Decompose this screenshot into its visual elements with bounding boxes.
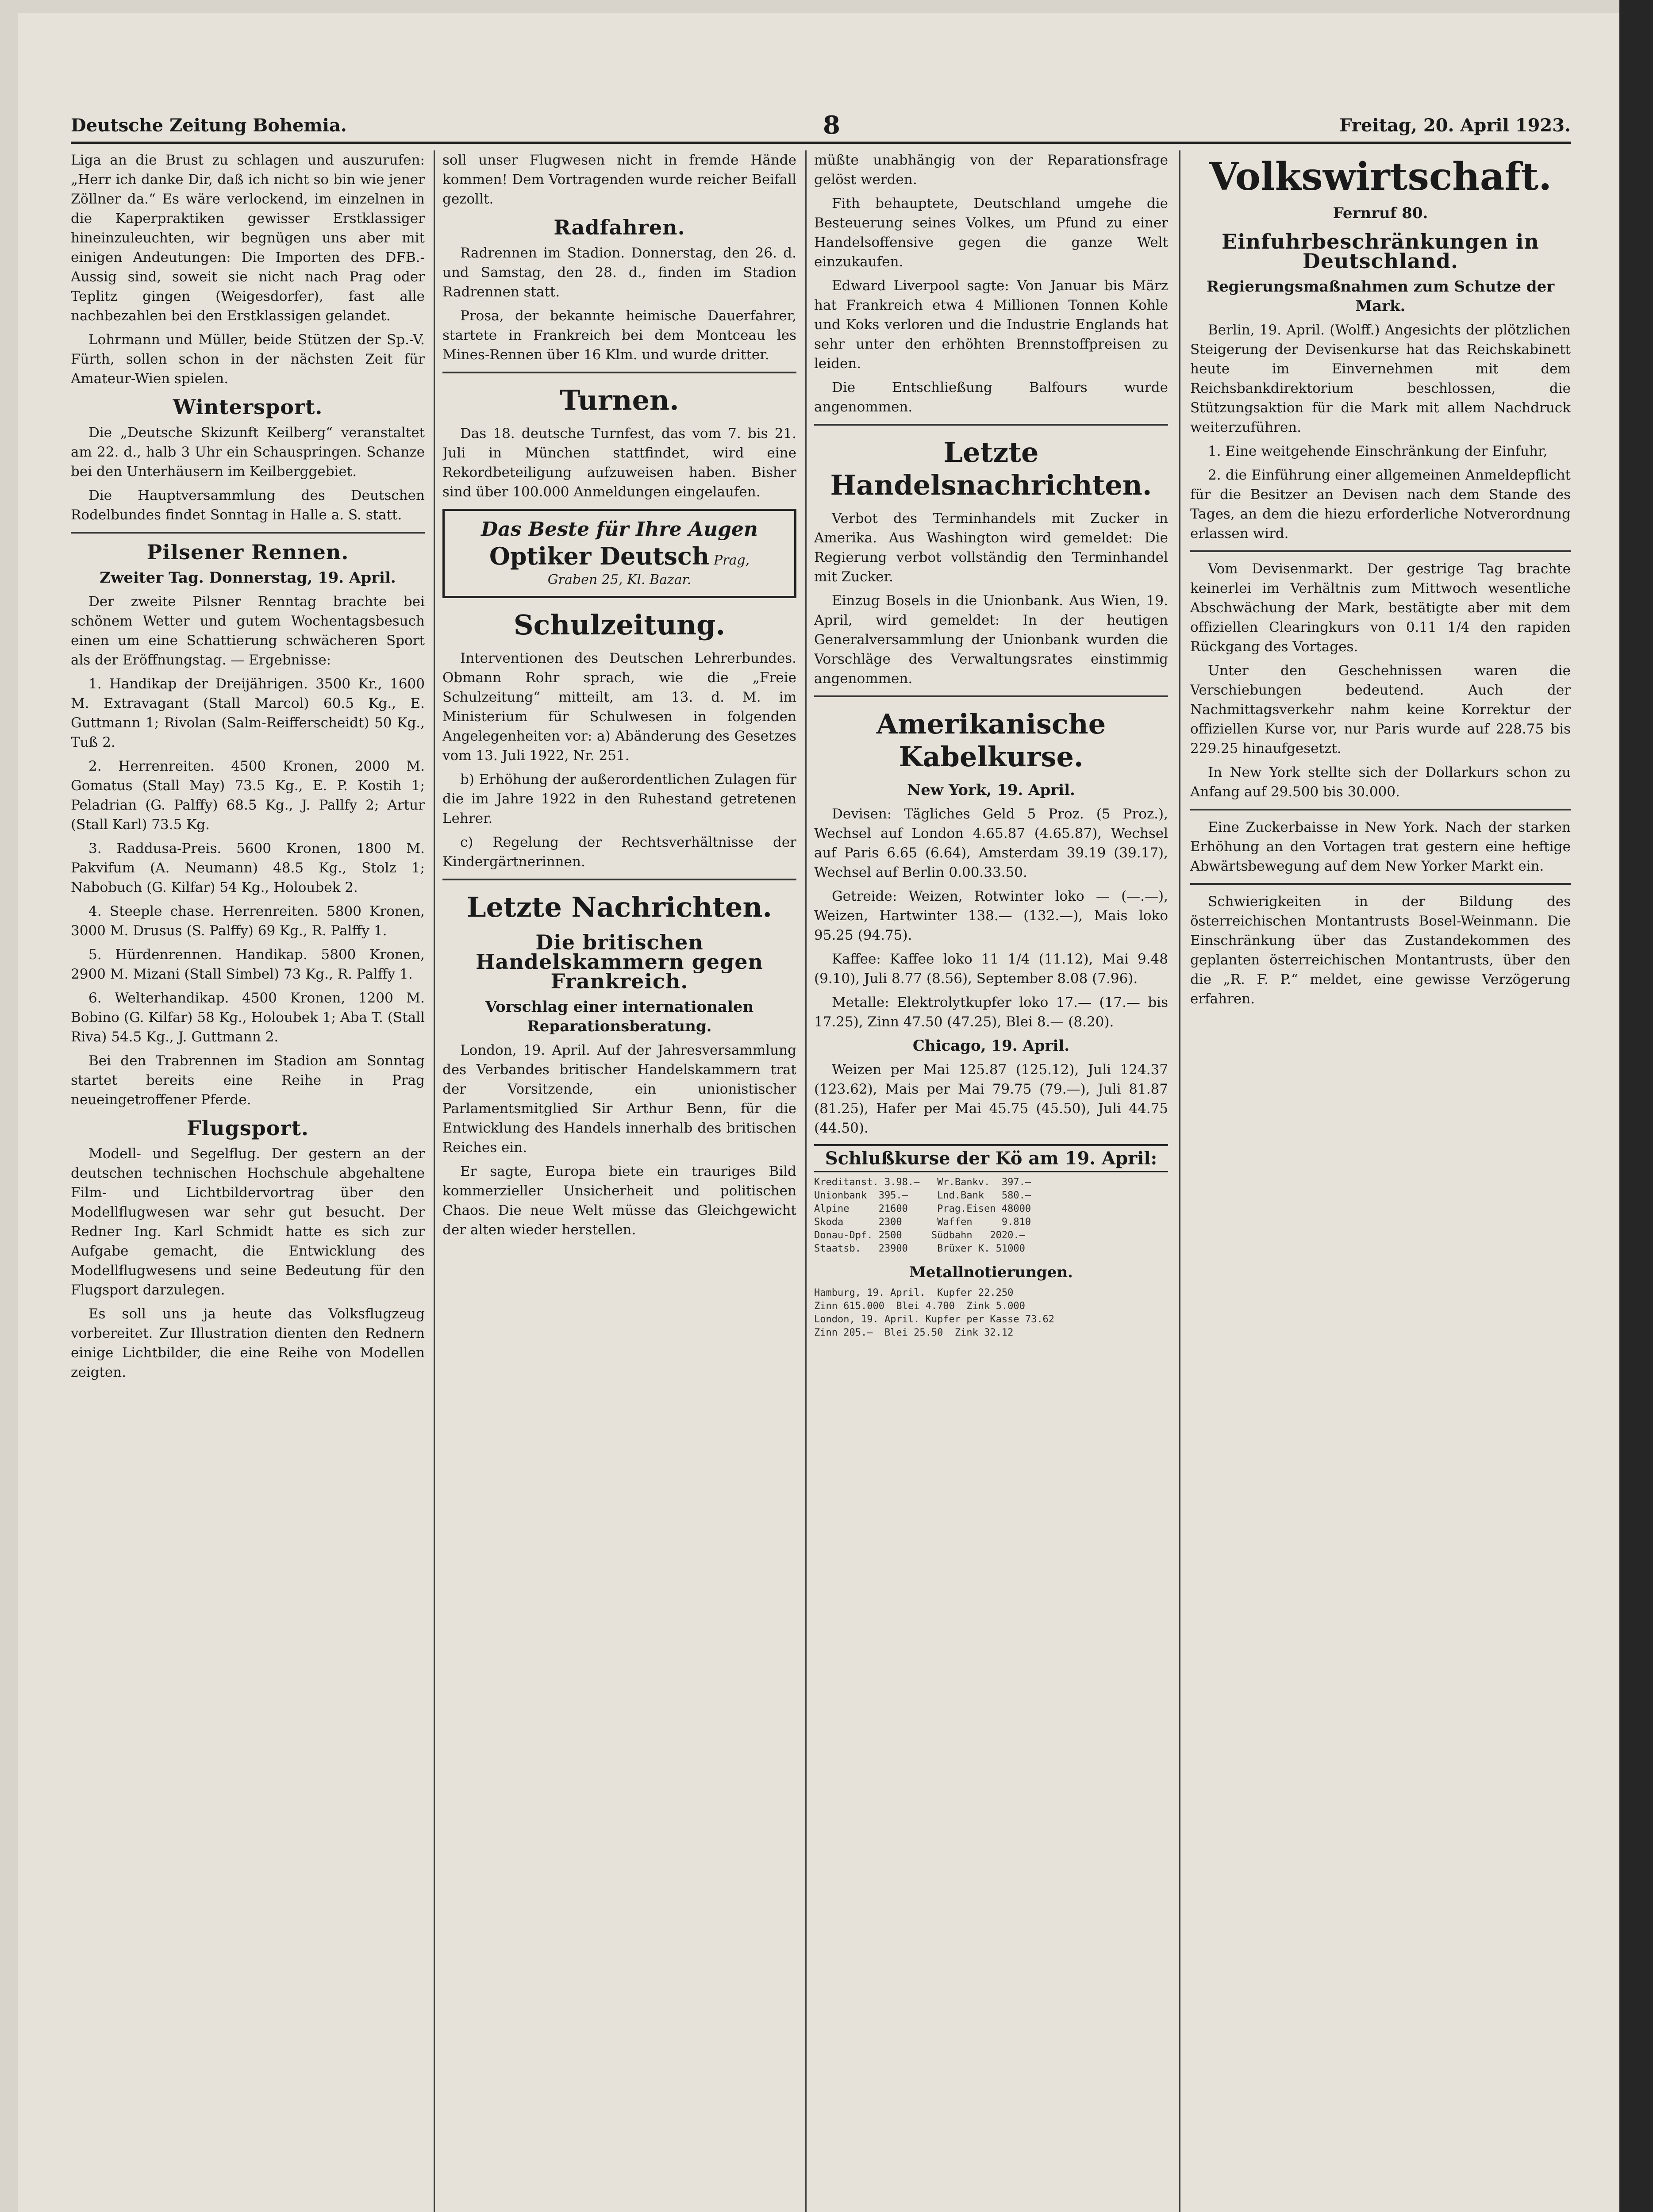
paragraph: 6. Welterhandikap. 4500 Kronen, 1200 M. Bobino (G. Kilfar) 58 Kg., Holoubek 1; Aba T. (Stall Riva) 54.5 Kg., J. Guttmann 2.: [71, 990, 425, 1045]
column-rule: [805, 150, 807, 2212]
paragraph: 2. die Einführung einer allgemeinen Anmeldepflicht für die Besitzer an Devisen nach dem Stande des Tages, an dem die hiezu erforderliche Notverordnung erlassen wird.: [1190, 467, 1571, 541]
paragraph: Der zweite Pilsner Renntag brachte bei schönem Wetter und gutem Wochentagsbesuch einen um eine Schattierung schwächeren Sport als der Eröffnungstag. — Ergebnisse:: [71, 594, 425, 668]
masthead: Deutsche Zeitung Bohemia.: [71, 115, 347, 136]
paragraph: Radrennen im Stadion. Donnerstag, den 26. d. und Samstag, den 28. d., finden im Stadion Radrennen statt.: [442, 245, 796, 300]
section-heading-schlusskurse: Schlußkurse der Kö am 19. April:: [814, 1144, 1168, 1172]
paragraph: London, 19. April. Auf der Jahresversammlung des Verbandes britischer Handelskammern trat der Vorsitzende, ein unionistischer Parlamentsmitglied Sir Arthur Benn, für die Entwicklung des Handels innerhalb des britischen Reiches ein.: [442, 1042, 796, 1156]
section-heading-kabelkurse: Amerikanische Kabelkurse.: [876, 708, 1106, 773]
dateline: New York, 19. April.: [907, 781, 1075, 799]
column-3: [814, 150, 1168, 2212]
section-heading-handelsnachrichten: Letzte Handelsnachrichten.: [830, 436, 1152, 501]
paragraph: Verbot des Terminhandels mit Zucker in Amerika. Aus Washington wird gemeldet: Die Regierung verbot vollständig den Terminhandel mit Zucker.: [814, 511, 1168, 585]
paragraph: Weizen per Mai 125.87 (125.12), Juli 124.37 (123.62), Mais per Mai 79.75 (79.—), Juli 81.87 (81.25), Hafer per Mai 45.75 (45.50), Juli 44.75 (44.50).: [814, 1062, 1168, 1136]
stock-table: Kreditanst. 3.98.— Wr.Bankv. 397.— Unionbank 395.— Lnd.Bank 580.— Alpine 21600 Prag.Eisen 48000 Skoda 2300 Waffen 9.810 Donau-Dpf. 2500 Südbahn 2020.— Staatsb. 23900 Brüxer K. 51000: [814, 1177, 1031, 1254]
divider: [71, 532, 425, 534]
paragraph: Interventionen des Deutschen Lehrerbundes. Obmann Rohr sprach, wie die „Freie Schulzeitung“ mitteilt, am 13. d. M. im Ministerium für Schulwesen in folgenden Angelegenheiten vor: a) Abänderung des Gesetzes vom 13. Juli 1922, Nr. 251.: [442, 650, 796, 764]
paragraph: Liga an die Brust zu schlagen und auszurufen: „Herr ich danke Dir, daß ich nicht so bin wie jener Zöllner da.“ Es wäre verlockend, im einzelnen in die Kaperpraktiken gewisser Erstklassiger hineinzuleuchten, wir begnügen uns aber mit einigen Andeutungen: Die Importen des DFB.-Aussig sind, soweit sie nicht nach Prag oder Teplitz gingen (Weigesdorfer), fast alle nachbezahlen bei den Erstklassigen gelandet.: [71, 152, 425, 324]
paragraph: Kaffee: Kaffee loko 11 1/4 (11.12), Mai 9.48 (9.10), Juli 8.77 (8.56), September 8.08 (7.96).: [814, 951, 1168, 987]
paragraph: soll unser Flugwesen nicht in fremde Hände kommen! Dem Vortragenden wurde reicher Beifall gezollt.: [442, 152, 796, 207]
phone-line: Fernruf 80.: [1333, 204, 1428, 222]
column-1: [71, 150, 425, 2212]
section-heading-schulzeitung: Schulzeitung.: [513, 609, 726, 641]
paragraph: In New York stellte sich der Dollarkurs schon zu Anfang auf 29.500 bis 30.000.: [1190, 764, 1571, 800]
paragraph: Bei den Trabrennen im Stadion am Sonntag startet bereits eine Reihe in Prag neueingetroffener Pferde.: [71, 1053, 425, 1108]
column-rule: [1179, 150, 1180, 2212]
paragraph: Eine Zuckerbaisse in New York. Nach der starken Erhöhung an den Vortagen trat gestern eine heftige Abwärtsbewegung auf dem New Yorker Markt ein.: [1190, 819, 1571, 874]
ad-city: Prag,: [713, 553, 750, 568]
paragraph: Fith behauptete, Deutschland umgehe die Besteuerung seines Volkes, um Pfund zu einer Handelsoffensive gegen die ganze Welt einzukaufen.: [814, 196, 1168, 270]
section-heading-letzte-nachrichten: Letzte Nachrichten.: [466, 891, 773, 923]
paragraph: c) Regelung der Rechtsverhältnisse der Kindergärtnerinnen.: [442, 834, 796, 870]
article-subheadline: Regierungsmaßnahmen zum Schutze der Mark.: [1206, 278, 1555, 315]
paragraph: 3. Raddusa-Preis. 5600 Kronen, 1800 M. Pakvifum (A. Neumann) 48.5 Kg., Stolz 1; Nabobuch (G. Kilfar) 54 Kg., Holoubek 2.: [71, 841, 425, 895]
paragraph: Es soll uns ja heute das Volksflugzeug vorbereitet. Zur Illustration dienten den Rednern einige Lichtbilder, die eine Reihe von Modellen zeigten.: [71, 1306, 425, 1380]
paragraph: 2. Herrenreiten. 4500 Kronen, 2000 M. Gomatus (Stall May) 73.5 Kg., E. P. Kostih 1; Peladrian (G. Palffy) 68.5 Kg., J. Pallfy 2; Artur (Stall Karl) 73.5 Kg.: [71, 758, 425, 833]
section-subheading: Zweiter Tag. Donnerstag, 19. April.: [100, 569, 396, 587]
paragraph: Modell- und Segelflug. Der gestern an der deutschen technischen Hochschule abgehaltene Film- und Lichtbildervortrag über den Modellflugwesen war sehr gut besucht. Der Redner Ing. Karl Schmidt hatte es sich zur Aufgabe gemacht, die Entwicklung des Modellflugwesens und seine Bedeutung für den Flugsport darzulegen.: [71, 1146, 425, 1298]
ad-address: Graben 25, Kl. Bazar.: [547, 572, 692, 588]
section-heading-volkswirtschaft: Volkswirtschaft.: [1209, 154, 1552, 199]
ad-company: Optiker Deutsch: [489, 542, 710, 570]
paragraph: Einzug Bosels in die Unionbank. Aus Wien, 19. April, wird gemeldet: In der heutigen Generalversammlung der Unionbank wurden die Vorschläge des Verwaltungsrates einstimmig angenommen.: [814, 593, 1168, 687]
section-heading-radfahren: Radfahren.: [554, 215, 685, 239]
divider: [442, 879, 796, 880]
column-rule: [434, 150, 435, 2212]
paragraph: Er sagte, Europa biete ein trauriges Bild kommerzieller Unsicherheit und politischen Chaos. Die neue Welt müsse das Gleichgewicht der alten wieder herstellen.: [442, 1164, 796, 1238]
paragraph: Metalle: Elektrolytkupfer loko 17.— (17.— bis 17.25), Zinn 47.50 (47.25), Blei 8.— (8.20).: [814, 995, 1168, 1030]
page-number: 8: [823, 111, 840, 140]
divider: [1190, 550, 1571, 552]
paragraph: Edward Liverpool sagte: Von Januar bis März hat Frankreich etwa 4 Millionen Tonnen Kohle und Koks verloren und die Industrie Englands hat sehr unter den erhöhten Brennstoffpreisen zu leiden.: [814, 278, 1168, 372]
issue-date: Freitag, 20. April 1923.: [1339, 115, 1571, 136]
paragraph: Vom Devisenmarkt. Der gestrige Tag brachte keinerlei im Verhältnis zum Mittwoch wesentliche Abschwächung der Mark, bestätigte aber mit dem offiziellen Clearingkurs von 0.11 1/4 den rapiden Rückgang des Vortages.: [1190, 561, 1571, 655]
paragraph: 1. Eine weitgehende Einschränkung der Einfuhr,: [1208, 443, 1548, 459]
paragraph: Prosa, der bekannte heimische Dauerfahrer, startete in Frankreich bei dem Montceau les Mines-Rennen über 16 Klm. und wurde dritter.: [442, 308, 796, 363]
section-heading-turnen: Turnen.: [560, 384, 679, 416]
paragraph: 1. Handikap der Dreijährigen. 3500 Kr., 1600 M. Extravagant (Stall Marcol) 60.5 Kg., E. Guttmann 1; Rivolan (Salm-Reifferscheidt) 50 Kg., Tuß 2.: [71, 676, 425, 750]
paragraph: müßte unabhängig von der Reparationsfrage gelöst werden.: [814, 152, 1168, 188]
paragraph: Schwierigkeiten in der Bildung des österreichischen Montantrusts Bosel-Weinmann. Die Einschränkung über das Zustandekommen des geplanten österreichischen Montantrusts, über den die „R. F. P.“ meldet, eine gewisse Verzögerung erfahren.: [1190, 894, 1571, 1007]
ad-headline: Das Beste für Ihre Augen: [481, 518, 758, 541]
article-subheadline: Vorschlag einer internationalen Reparationsberatung.: [485, 998, 754, 1035]
advertisement-optiker: [442, 509, 796, 598]
paragraph: 5. Hürdenrennen. Handikap. 5800 Kronen, 2900 M. Mizani (Stall Simbel) 73 Kg., R. Palffy 1.: [71, 947, 425, 982]
metal-table: Hamburg, 19. April. Kupfer 22.250 Zinn 615.000 Blei 4.700 Zink 5.000 London, 19. April. Kupfer per Kasse 73.62 Zinn 205.— Blei 25.50 Zink 32.12: [814, 1287, 1055, 1338]
column-2: [442, 150, 796, 2212]
section-heading-wintersport: Wintersport.: [173, 395, 323, 419]
paragraph: Berlin, 19. April. (Wolff.) Angesichts der plötzlichen Steigerung der Devisenkurse hat das Reichskabinett heute im Einvernehmen mit dem Reichsbankdirektorium beschlossen, die Stützungsaktion für die Mark mit allem Nachdruck weiterzuführen.: [1190, 322, 1571, 435]
section-heading-metall: Metallnotierungen.: [909, 1263, 1073, 1281]
divider: [1190, 883, 1571, 885]
divider: [442, 372, 796, 373]
divider: [814, 424, 1168, 426]
column-4: [1190, 150, 1571, 2212]
dateline: Chicago, 19. April.: [912, 1037, 1070, 1055]
paragraph: Lohrmann und Müller, beide Stützen der Sp.-V. Fürth, sollen schon in der nächsten Zeit für Amateur-Wien spielen.: [71, 332, 425, 387]
page-header: [71, 111, 1571, 144]
section-heading-pilsener-rennen: Pilsener Rennen.: [146, 540, 349, 564]
paragraph: Die „Deutsche Skizunft Keilberg“ veranstaltet am 22. d., halb 3 Uhr ein Schauspringen. Schanze bei den Unterhäusern im Keilberggebiet.: [71, 425, 425, 480]
binding-edge: [1619, 0, 1653, 2212]
paragraph: Die Entschließung Balfours wurde angenommen.: [814, 380, 1168, 415]
section-heading-flugsport: Flugsport.: [187, 1116, 309, 1140]
divider: [814, 695, 1168, 697]
divider: [1190, 809, 1571, 810]
article-headline: Einfuhrbeschränkungen in Deutschland.: [1222, 230, 1539, 273]
paragraph: Das 18. deutsche Turnfest, das vom 7. bis 21. Juli in München stattfindet, wird eine Rekordbeteiligung aufzuweisen haben. Bisher sind über 100.000 Anmeldungen eingelaufen.: [442, 426, 796, 500]
paragraph: Devisen: Tägliches Geld 5 Proz. (5 Proz.), Wechsel auf London 4.65.87 (4.65.87), Wechsel auf Paris 6.65 (6.64), Amsterdam 39.19 (39.17), Wechsel auf Berlin 0.00.33.50.: [814, 806, 1168, 880]
paragraph: Die Hauptversammlung des Deutschen Rodelbundes findet Sonntag in Halle a. S. statt.: [71, 488, 425, 523]
paragraph: b) Erhöhung der außerordentlichen Zulagen für die im Jahre 1922 in den Ruhestand getretenen Lehrer.: [442, 772, 796, 826]
paragraph: Unter den Geschehnissen waren die Verschiebungen bedeutend. Auch der Nachmittagsverkehr nahm keine Korrektur der offiziellen Kurse vor, nur Paris wurde auf 228.75 bis 229.25 hinaufgesetzt.: [1190, 663, 1571, 757]
article-headline: Die britischen Handelskammern gegen Frankreich.: [476, 930, 763, 993]
paragraph: 4. Steeple chase. Herrenreiten. 5800 Kronen, 3000 M. Drusus (S. Palffy) 69 Kg., R. Palffy 1.: [71, 903, 425, 939]
paragraph: Getreide: Weizen, Rotwinter loko — (—.—), Weizen, Hartwinter 138.— (132.—), Mais loko 95.25 (94.75).: [814, 888, 1168, 943]
